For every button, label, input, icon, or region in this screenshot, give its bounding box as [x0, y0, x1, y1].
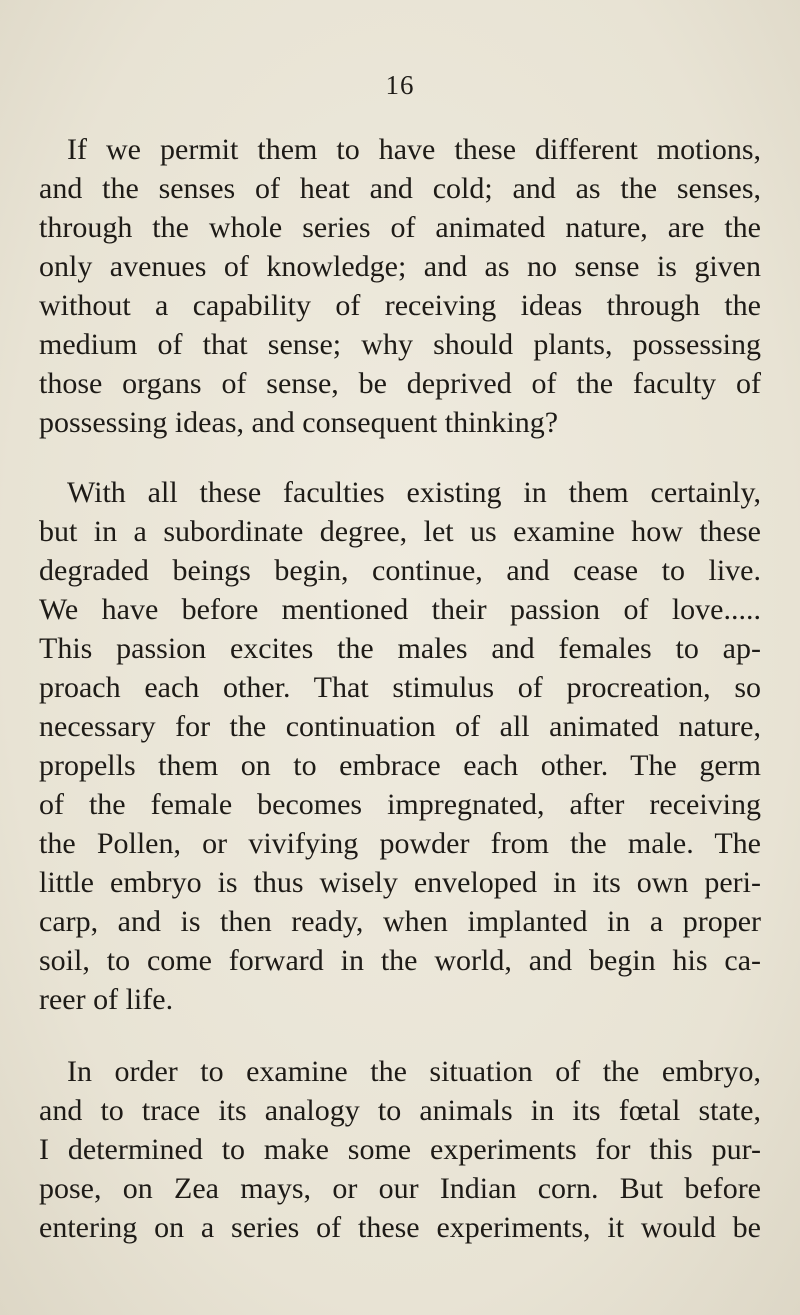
text-line: degraded beings begin, continue, and cease to live. [39, 554, 761, 587]
text-line: those organs of sense, be deprived of the faculty of [39, 367, 761, 400]
text-line: soil, to come forward in the world, and begin his ca- [39, 944, 761, 977]
text-line: pose, on Zea mays, or our Indian corn. But before [39, 1172, 761, 1205]
text-line: possessing ideas, and consequent thinking? [39, 406, 559, 439]
text-line: This passion excites the males and females to ap- [39, 632, 761, 665]
text-line: propells them on to embrace each other. The germ [39, 749, 761, 782]
text-line: In order to examine the situation of the embryo, [67, 1055, 761, 1088]
text-line: If we permit them to have these different motions, [67, 133, 761, 166]
text-line: without a capability of receiving ideas through the [39, 289, 761, 322]
text-line: reer of life. [39, 983, 174, 1016]
text-line: With all these faculties existing in them certainly, [67, 476, 761, 509]
text-line: entering on a series of these experiments, it would be [39, 1211, 761, 1244]
text-line: only avenues of knowledge; and as no sense is given [39, 250, 761, 283]
text-line: through the whole series of animated nature, are the [39, 211, 761, 244]
text-line: and the senses of heat and cold; and as the senses, [39, 172, 761, 205]
text-line: proach each other. That stimulus of procreation, so [39, 671, 761, 704]
text-line: the Pollen, or vivifying powder from the male. The [39, 827, 761, 860]
text-line: of the female becomes impregnated, after receiving [39, 788, 761, 821]
text-line: I determined to make some experiments for this pur- [39, 1133, 761, 1166]
text-line: carp, and is then ready, when implanted in a proper [39, 905, 761, 938]
page-number: 16 [385, 70, 415, 100]
text-line: but in a subordinate degree, let us examine how these [39, 515, 761, 548]
text-line: necessary for the continuation of all animated nature, [39, 710, 761, 743]
text-line: medium of that sense; why should plants, possessing [39, 328, 761, 361]
text-line: and to trace its analogy to animals in its fœtal state, [39, 1094, 761, 1127]
text-line: little embryo is thus wisely enveloped in its own peri- [39, 866, 761, 899]
text-line: We have before mentioned their passion of love..... [39, 593, 761, 626]
